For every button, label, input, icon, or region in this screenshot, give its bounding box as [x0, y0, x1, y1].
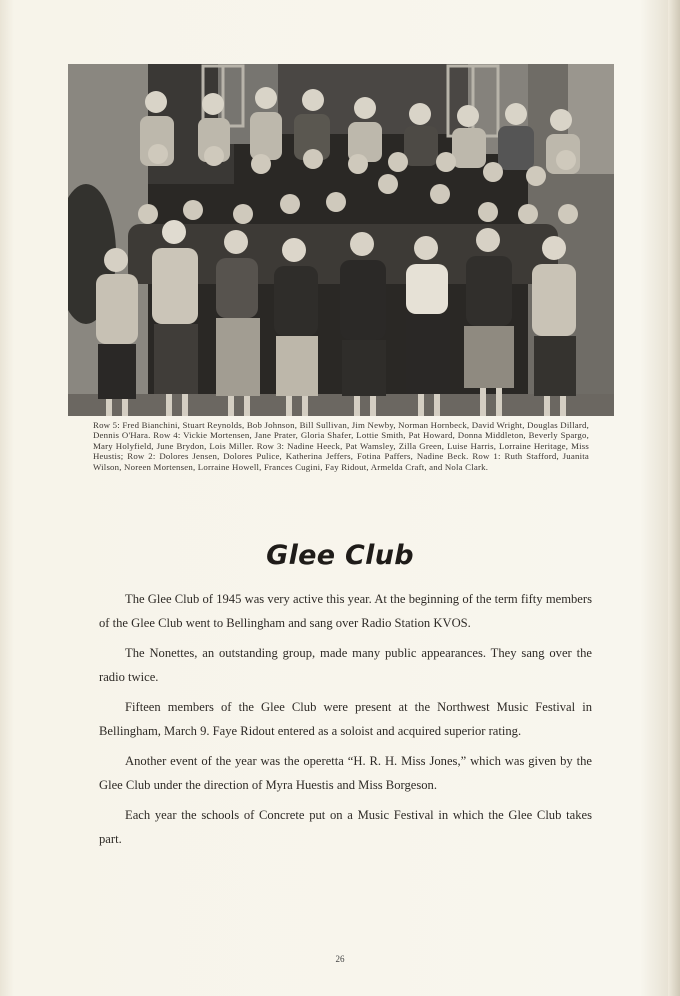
paragraph: The Glee Club of 1945 was very active this year. At the beginning of the term fifty members of the Glee Club went to Bellingham and sang over Radio Station KVOS.	[99, 592, 592, 630]
paragraph: Each year the schools of Concrete put on a Music Festival in which the Glee Club takes part.	[99, 808, 592, 846]
page-spine-shadow	[668, 0, 680, 996]
page-number: 26	[335, 954, 345, 964]
paragraph: Fifteen members of the Glee Club were present at the Northwest Music Festival in Bellingham, March 9. Faye Ridout entered as a soloist and acquired superior rating.	[99, 700, 592, 738]
glee-club-group-photo-icon	[68, 64, 614, 416]
article-body	[99, 588, 592, 858]
group-photo	[68, 64, 614, 416]
paragraph: Another event of the year was the operetta “H. R. H. Miss Jones,” which was given by the Glee Club under the direction of Myra Huestis and Miss Borgeson.	[99, 754, 592, 792]
page-title: Glee Club	[266, 540, 414, 571]
paragraph: The Nonettes, an outstanding group, made many public appearances. They sang over the radio twice.	[99, 646, 592, 684]
photo-caption: Row 5: Fred Bianchini, Stuart Reynolds, Bob Johnson, Bill Sullivan, Jim Newby, Norman Hornbeck, David Wright, Douglas Dillard, Dennis O'Hara. Row 4: Vickie Mortensen, Jane Prater, Gloria Shafer, Lottie Smith, Pat Howard, Donna Middleton, Beverly Spargo, Mary Holyfield, June Brydon, Lois Miller. Row 3: Nadine Heeck, Pat Wamsley, Zilla Green, Luise Harris, Lorraine Heritage, Miss Heustis; Row 2: Dolores Jensen, Dolores Pulice, Katherina Jeffers, Fotina Paffers, Nadine Beck. Row 1: Ruth Stafford, Juanita Wilson, Noreen Mortensen, Lorraine Howell, Frances Cugini, Fay Ridout, Armelda Craft, and Nola Clark.	[93, 420, 589, 472]
